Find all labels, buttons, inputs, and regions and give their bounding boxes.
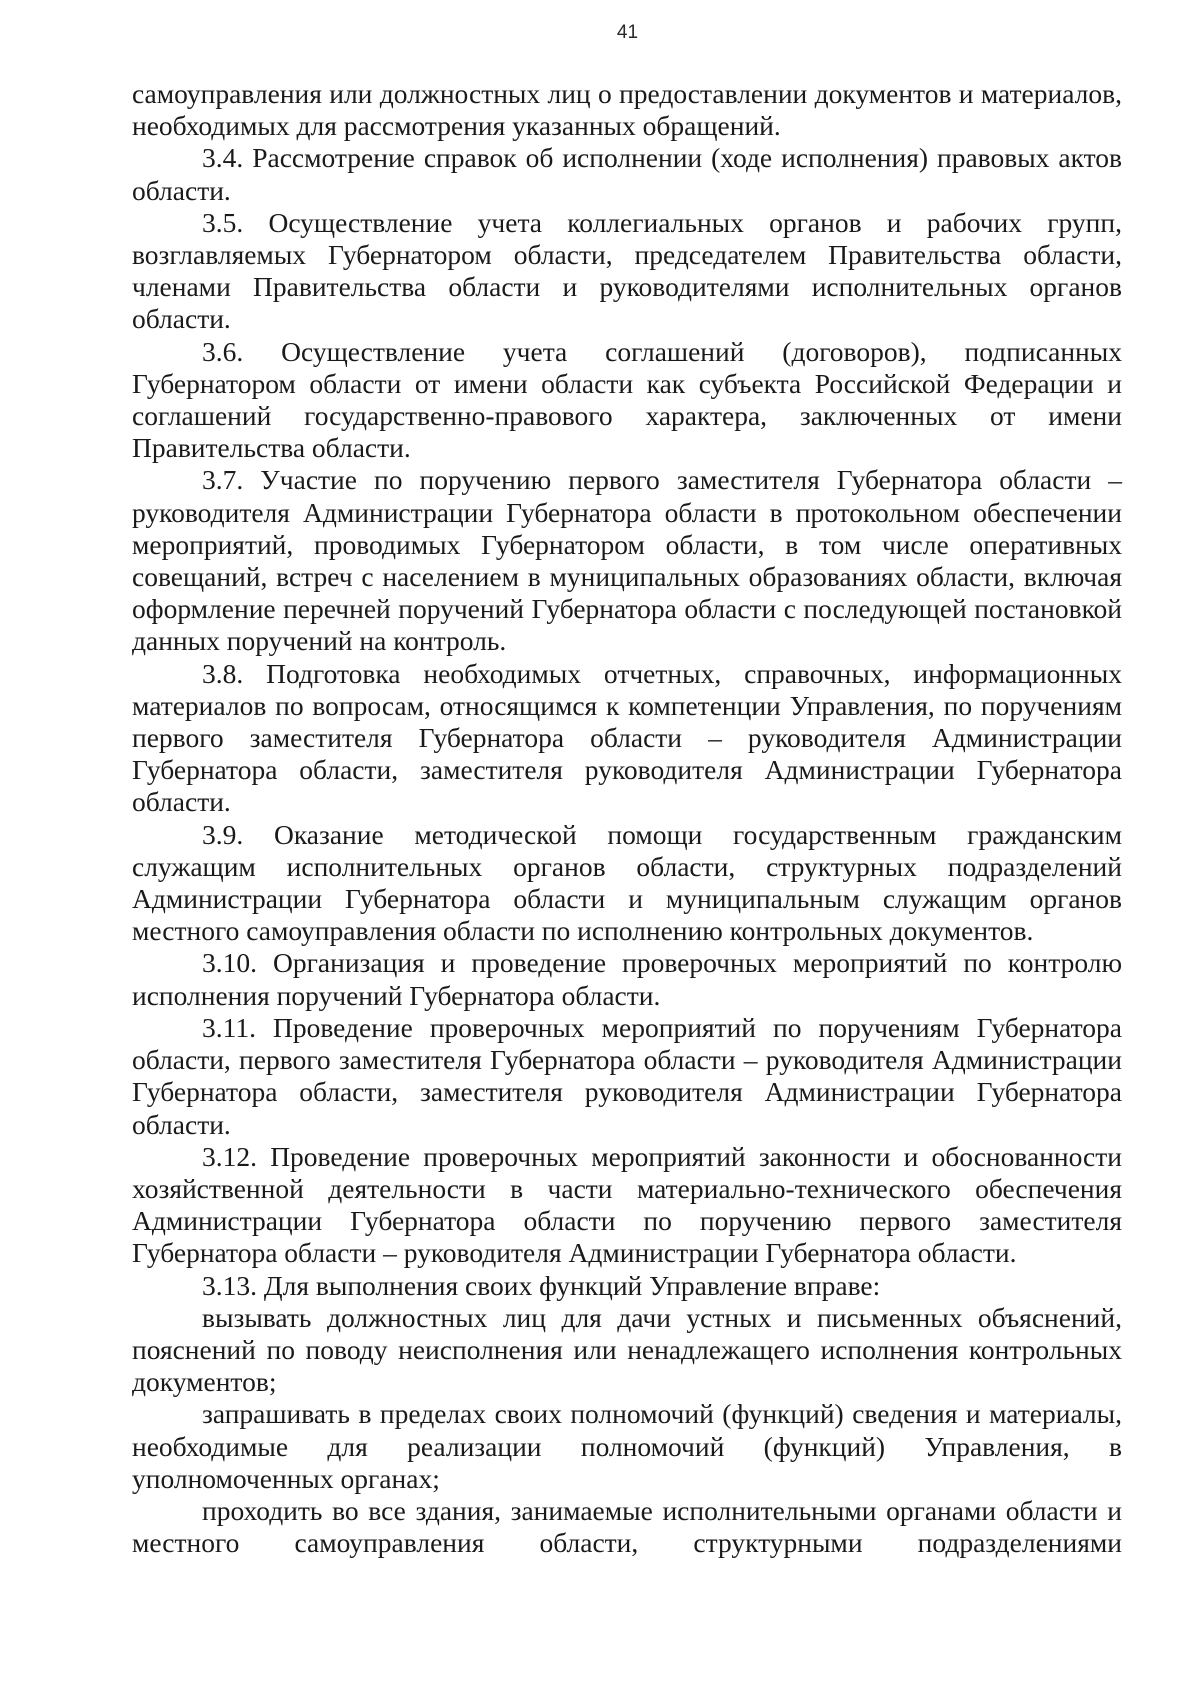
paragraph-3-10: 3.10. Организация и проведение проверочных мероприятий по контролю исполнения поручений Губернатора области.: [132, 947, 1122, 1011]
paragraph-3-4: 3.4. Рассмотрение справок об исполнении (ходе исполнения) правовых актов области.: [132, 142, 1122, 206]
paragraph-3-5: 3.5. Осуществление учета коллегиальных органов и рабочих групп, возглавляемых Губернатором области, председателем Правительства области, членами Правительства области и руководителями исполнительных органов области.: [132, 206, 1122, 335]
rights-item-access: проходить во все здания, занимаемые исполнительными органами области и местного самоуправления области, структурными подразделениями: [132, 1494, 1122, 1559]
paragraph-3-7: 3.7. Участие по поручению первого заместителя Губернатора области – руководителя Администрации Губернатора области в протокольном обеспечении мероприятий, проводимых Губернатором области, в том числе оперативных совещаний, встреч с населением в муниципальных образованиях области, включая оформление перечней поручений Губернатора области с последующей постановкой данных поручений на контроль.: [132, 464, 1122, 657]
paragraph-3-6: 3.6. Осуществление учета соглашений (договоров), подписанных Губернатором области от имени области как субъекта Российской Федерации и соглашений государственно-правового характера, заключенных от имени Правительства области.: [132, 335, 1122, 464]
paragraph-3-8: 3.8. Подготовка необходимых отчетных, справочных, информационных материалов по вопросам, относящимся к компетенции Управления, по поручениям первого заместителя Губернатора области – руководителя Администрации Губернатора области, заместителя руководителя Администрации Губернатора области.: [132, 657, 1122, 818]
paragraph-3-12: 3.12. Проведение проверочных мероприятий законности и обоснованности хозяйственной деятельности в части материально-технического обеспечения Администрации Губернатора области по поручению первого заместителя Губернатора области – руководителя Администрации Губернатора области.: [132, 1140, 1122, 1269]
paragraph-continuation: самоуправления или должностных лиц о предоставлении документов и материалов, необходимых для рассмотрения указанных обращений.: [132, 78, 1122, 142]
page-number: 41: [616, 22, 639, 43]
rights-item-request: запрашивать в пределах своих полномочий (функций) сведения и материалы, необходимые для реализации полномочий (функций) Управления, в уполномоченных органах;: [132, 1398, 1122, 1494]
paragraph-3-13: 3.13. Для выполнения своих функций Управление вправе:: [202, 1269, 881, 1301]
paragraph-3-9: 3.9. Оказание методической помощи государственным гражданским служащим исполнительных органов области, структурных подразделений Администрации Губернатора области и муниципальным служащим органов местного самоуправления области по исполнению контрольных документов.: [132, 818, 1122, 947]
document-body: [132, 78, 1122, 1559]
paragraph-3-11: 3.11. Проведение проверочных мероприятий по поручениям Губернатора области, первого заместителя Губернатора области – руководителя Администрации Губернатора области, заместителя руководителя Администрации Губернатора области.: [132, 1011, 1122, 1140]
rights-item-summon: вызывать должностных лиц для дачи устных и письменных объяснений, пояснений по поводу неисполнения или ненадлежащего исполнения контрольных документов;: [132, 1301, 1122, 1398]
